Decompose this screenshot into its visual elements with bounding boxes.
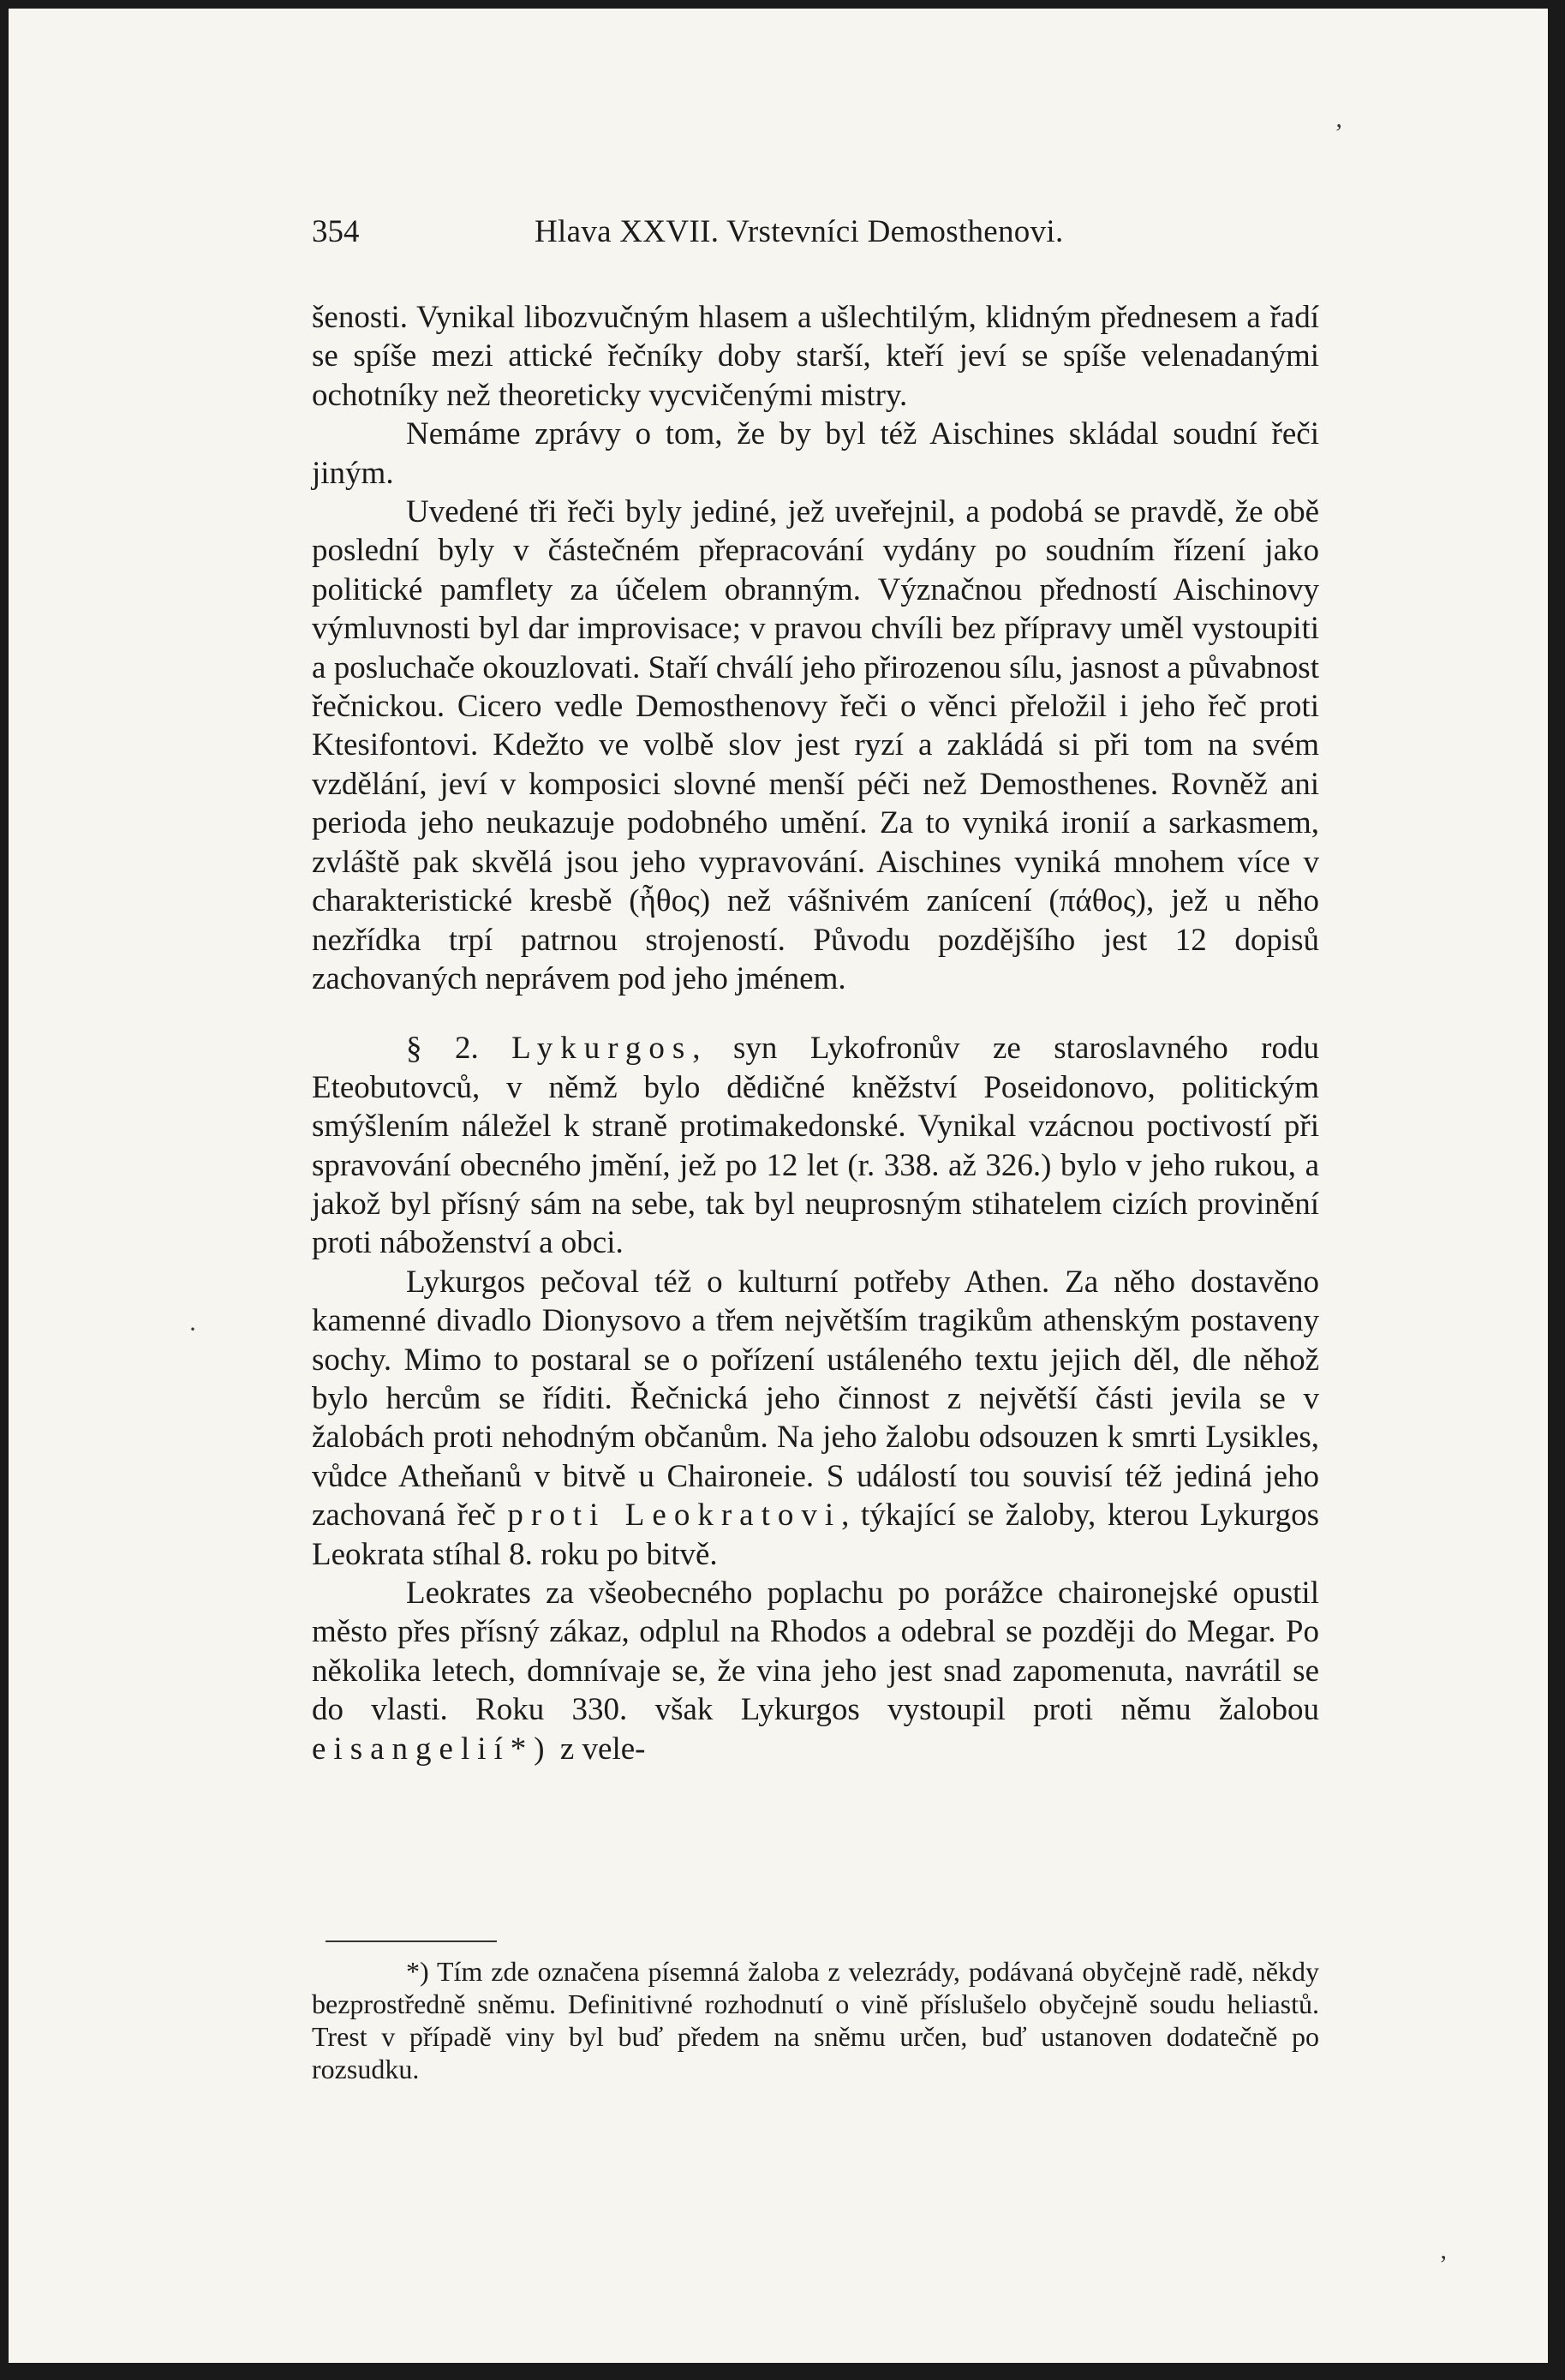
book-page (9, 9, 1548, 2363)
paragraph-text: z vele- (552, 1731, 646, 1767)
paragraph (312, 1263, 1319, 1574)
section-mark: § 2. (406, 1031, 512, 1067)
ink-dot: · (188, 1315, 197, 1343)
paragraph-text: Lykurgos pečoval též o kulturní potřeby Athen. Za něho dostavěno kamenné divadlo Dionysovo a třem největším tragikům athenským postaveny sochy. Mimo to postaral se o pořízení ustáleného textu jejich děl, dle něhož bylo hercům se říditi. Řečnická jeho činnost z největší části jevila se v žalobách proti nehodným občanům. Na jeho žalobu odsouzen k smrti Lysikles, vůdce Atheňanů v bitvě u Chaironeie. S událostí tou souvisí též jediná jeho zachovaná řeč (312, 1264, 1319, 1534)
paragraph: Nemáme zprávy o tom, že by byl též Aischines skládal soudní řeči jiným. (312, 416, 1319, 491)
ink-mark: ‚ (1439, 2236, 1448, 2264)
footnote (312, 1955, 1319, 2085)
ink-mark: ‚ (1335, 105, 1343, 133)
page-number: 354 (312, 214, 360, 249)
section-paragraph (312, 1029, 1319, 1262)
spaced-term: eisangelií*) (312, 1731, 553, 1767)
paragraph-text: , týkající se žaloby, kterou Lykurgos Leokrata stíhal 8. roku po bitvě. (312, 1498, 1319, 1572)
footnote-text: *) Tím zde označena písemná žaloba z velezrády, podávaná obyčejně radě, někdy bezprostředně sněmu. Definitivné rozhodnutí o vině příslušelo obyčejně soudu heliastů. Trest v případě viny byl buď předem na sněmu určen, buď ustanoven dodatečně po rozsudku. (312, 1956, 1319, 2084)
footnote-rule (326, 1940, 497, 1942)
spaced-name: Lykurgos (511, 1031, 693, 1067)
chapter-title: Hlava XXVII. Vrstevníci Demosthenovi. (535, 214, 1064, 249)
paragraph-text: , syn Lykofronův ze staroslavného rodu Eteobutovců, v němž bylo dědičné kněžství Poseidonovo, politickým smýšlením náležel k straně protimakedonské. Vynikal vzácnou poctivostí při spravování obecného jmění, jež po 12 let (r. 338. až 326.) bylo v jeho rukou, a jakož byl přísný sám na sebe, tak byl neuprosným stihatelem cizích provinění proti náboženství a obci. (312, 1031, 1319, 1261)
spaced-title: proti Leokratovi (507, 1498, 842, 1534)
paragraph: Uvedené tři řeči byly jediné, jež uveřejnil, a podobá se pravdě, že obě poslední byly v částečném přepracování vydány po soudním řízení jako politické pamflety za účelem obranným. Význačnou předností Aischinovy výmluvnosti byl dar improvisace; v pravou chvíli bez přípravy uměl vystoupiti a posluchače okouzlovati. Staří chválí jeho přirozenou sílu, jasnost a půvabnost řečnickou. Cicero vedle Demosthenovy řeči o věnci přeložil i jeho řeč proti Ktesifontovi. Kdežto ve volbě slov jest ryzí a zakládá si při tom na svém vzdělání, jeví v komposici slovné menší péči než Demosthenes. Rovněž ani perioda jeho neukazuje podobného umění. Za to vyniká ironií a sarkasmem, zvláště pak skvělá jsou jeho vypravování. Aischines vyniká mnohem více v charakteristické kresbě (ἦθος) než vášnivém zanícení (πάθος), jež u něho nezřídka trpí patrnou strojeností. Původu pozdějšího jest 12 dopisů zachovaných neprávem pod jeho jménem. (312, 494, 1319, 996)
body-text (312, 298, 1319, 1768)
paragraph-continuation: šenosti. Vynikal libozvučným hlasem a ušlechtilým, klidným přednesem a řadí se spíše mezi attické řečníky doby starší, kteří jeví se spíše velenadanými ochotníky než theoreticky vycvičenými mistry. (312, 300, 1319, 413)
paragraph-text: Leokrates za všeobecného poplachu po porážce chaironejské opustil město přes přísný zákaz, odplul na Rhodos a odebral se později do Megar. Po několika letech, domnívaje se, že vina jeho jest snad zapomenuta, navrátil se do vlasti. Roku 330. však Lykurgos vystoupil proti němu žalobou (312, 1576, 1319, 1728)
paragraph (312, 1574, 1319, 1768)
